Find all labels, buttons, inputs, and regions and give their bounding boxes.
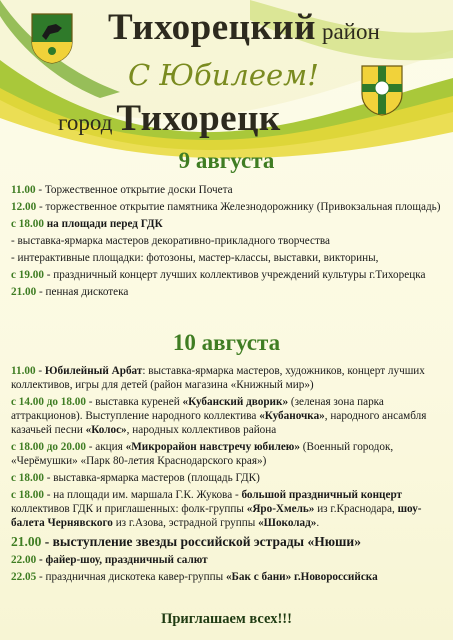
schedule-item xyxy=(11,285,443,299)
event-highlight: «Шоколад» xyxy=(258,517,317,529)
event-text: - выставка куреней xyxy=(85,396,183,408)
day-heading-aug-10: 10 августа xyxy=(172,330,281,355)
district-name: Тихорецкий xyxy=(108,7,316,48)
event-highlight: «Яро-Хмель» xyxy=(246,503,315,515)
jubilee-greeting: С Юбилеем! xyxy=(128,58,319,92)
event-text: , народных коллективов района xyxy=(126,424,277,436)
event-time: с 18.00 xyxy=(11,489,44,501)
event-text: - выставка-ярмарка мастеров декоративно-прикладного творчества xyxy=(11,235,330,247)
event-highlight: «Бак с бани» xyxy=(225,571,292,583)
event-highlight: - выступление звезды российской эстрады «Нюши» xyxy=(41,534,361,549)
schedule-list-aug-9 xyxy=(11,183,443,302)
schedule-item xyxy=(11,364,443,392)
event-highlight: - файер-шоу, праздничный салют xyxy=(36,554,208,566)
event-text: . xyxy=(316,517,320,529)
schedule-item xyxy=(11,440,443,468)
schedule-item xyxy=(11,268,443,282)
schedule-item xyxy=(11,488,443,530)
district-word: район xyxy=(321,19,380,44)
event-time: 21.00 xyxy=(11,286,37,298)
event-highlight: «Кубаночка» xyxy=(259,410,325,422)
city-name: Тихорецк xyxy=(116,98,281,139)
event-time: с 18.00 xyxy=(11,472,44,484)
event-highlight: большой праздничный концерт xyxy=(241,489,403,501)
event-text: - на площади им. маршала Г.К. Жукова - xyxy=(43,489,242,501)
schedule-item xyxy=(11,234,443,248)
schedule-item xyxy=(11,183,443,197)
rider-shield-icon xyxy=(30,12,74,64)
crossroads-shield-icon xyxy=(360,64,404,116)
event-time: 21.00 xyxy=(11,534,42,549)
schedule-item xyxy=(11,471,443,485)
event-time: 22.00 xyxy=(11,554,37,566)
schedule-item xyxy=(11,217,443,231)
event-text: из г.Краснодара, xyxy=(314,503,398,515)
event-time: 11.00 xyxy=(11,365,36,377)
event-time: 12.00 xyxy=(11,201,37,213)
event-time: с 19.00 xyxy=(11,269,44,281)
schedule-item xyxy=(11,570,443,584)
event-highlight: «Микрорайон навстречу юбилею» xyxy=(125,441,300,453)
schedule-item xyxy=(11,200,443,214)
city-word: город xyxy=(58,110,113,135)
event-text: - торжественное открытие памятника Железнодорожнику (Привокзальная площадь) xyxy=(36,201,441,213)
closing-invitation: Приглашаем всех!!! xyxy=(161,611,292,627)
event-time: с 18.00 до 20.00 xyxy=(11,441,86,453)
schedule-list-aug-10 xyxy=(11,364,443,587)
event-highlight: г.Новороссийска xyxy=(291,571,378,583)
schedule-item xyxy=(11,395,443,437)
event-text: - праздничный концерт лучших коллективов учреждений культуры г.Тихорецка xyxy=(43,269,426,281)
event-text: - Торжественное открытие доски Почета xyxy=(35,184,233,196)
event-text: коллективов ГДК и приглашенных: фолк-группы xyxy=(11,503,247,515)
event-text: - выставка-ярмарка мастеров (площадь ГДК) xyxy=(43,472,260,484)
day-heading-aug-9: 9 августа xyxy=(178,148,275,173)
event-highlight: «Колос» xyxy=(85,424,127,436)
event-text: (зеленая зона парка аттракционов). Выступление народного коллектива xyxy=(11,396,384,422)
event-time: с 18.00 xyxy=(11,218,44,230)
event-highlight: шоу-балета Чернявского xyxy=(11,503,422,529)
schedule-item xyxy=(11,533,443,550)
event-text: - акция xyxy=(85,441,126,453)
event-text: - интерактивные площадки: фотозоны, мастер-классы, выставки, викторины, xyxy=(11,252,379,264)
event-text: - пенная дискотека xyxy=(36,286,129,298)
event-text: - xyxy=(35,365,45,377)
event-text: из г.Азова, эстрадной группы xyxy=(112,517,259,529)
event-text: , народного ансамбля казачьей песни xyxy=(11,410,427,436)
schedule-item xyxy=(11,553,443,567)
schedule-item xyxy=(11,251,443,265)
event-time: с 14.00 до 18.00 xyxy=(11,396,86,408)
event-text: (Военный городок, «Черёмушки» «Парк 80-летия Краснодарского края») xyxy=(11,441,394,467)
event-highlight: на площади перед ГДК xyxy=(43,218,163,230)
city-title xyxy=(58,97,281,140)
event-time: 11.00 xyxy=(11,184,36,196)
event-text: - праздничная дискотека кавер-группы xyxy=(36,571,226,583)
event-text: : выставка-ярмарка мастеров, художников, концерт лучших коллективов, игры для детей (район магазина «Книжный мир») xyxy=(11,365,425,391)
event-time: 22.05 xyxy=(11,571,37,583)
district-title xyxy=(108,6,380,49)
event-highlight: «Кубанский дворик» xyxy=(182,396,289,408)
event-highlight: Юбилейный Арбат xyxy=(44,365,143,377)
